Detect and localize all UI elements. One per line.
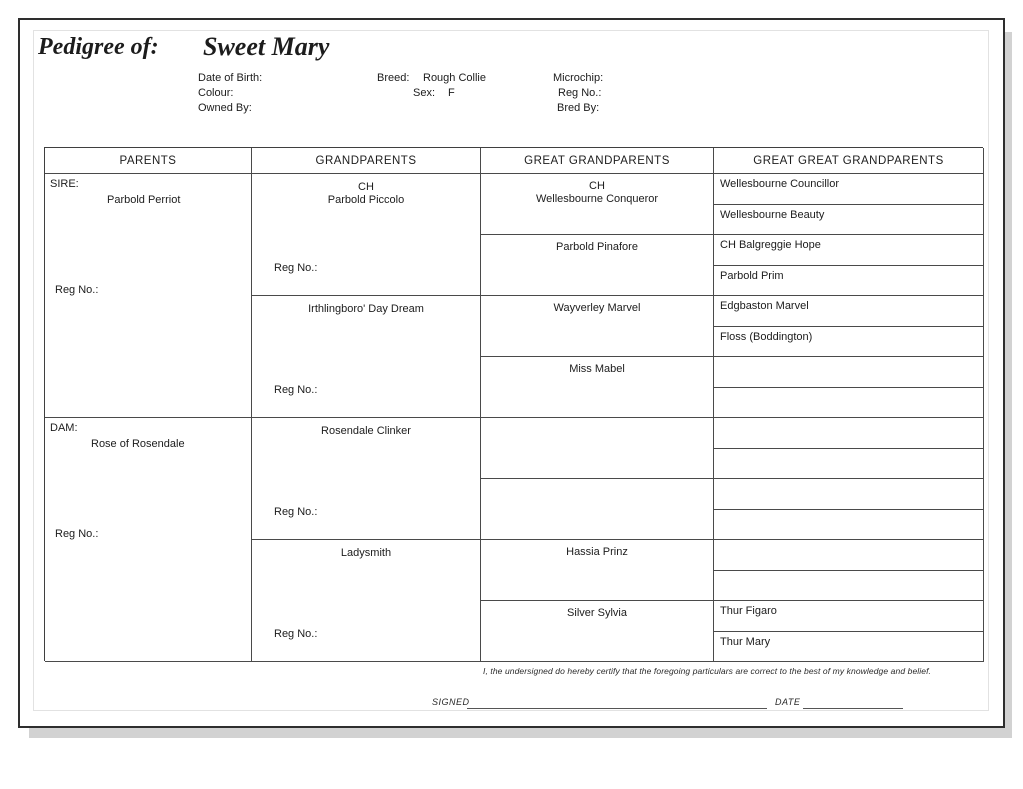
date-label: DATE: [775, 697, 801, 707]
grandparent-title: CH: [358, 181, 374, 193]
great-great-grandparent-cell: [714, 388, 984, 419]
bred-by-label: Bred By:: [557, 102, 600, 114]
grandparent-name: Irthlingboro' Day Dream: [308, 303, 424, 315]
grandparent-cell: [252, 418, 481, 540]
signed-label: SIGNED: [432, 697, 470, 707]
great-grandparent-name: Parbold Pinafore: [556, 241, 638, 253]
grandparent-cell: [252, 174, 481, 296]
great-great-grandparent-cell: [714, 449, 984, 480]
great-great-grandparent-cell: [714, 357, 984, 388]
grandparent-cell: [252, 296, 481, 418]
sire-name: Parbold Perriot: [107, 194, 181, 206]
sex-value: F: [448, 87, 455, 99]
great-great-grandparent-cell: Floss (Boddington): [714, 327, 984, 358]
great-grandparent-title: CH: [589, 180, 605, 192]
great-grandparent-cell: [481, 601, 714, 662]
great-great-grandparent-cell: Wellesbourne Beauty: [714, 205, 984, 236]
grandparent-reg-label: Reg No.:: [274, 628, 318, 640]
page-title-label: Pedigree of:: [38, 34, 159, 60]
header-grandparents: GRANDPARENTS: [252, 148, 481, 174]
header-great-great-grandparents: GREAT GREAT GRANDPARENTS: [714, 148, 984, 174]
page-title-value: Sweet Mary: [203, 32, 330, 61]
great-great-grandparent-cell: [714, 540, 984, 571]
breed-value: Rough Collie: [423, 72, 486, 84]
great-grandparent-cell: [481, 296, 714, 357]
grandparent-name: Parbold Piccolo: [327, 194, 405, 206]
grandparent-reg-label: Reg No.:: [274, 384, 318, 396]
great-grandparent-cell: [481, 235, 714, 296]
certification-text: I, the undersigned do hereby certify that the foregoing particulars are correct to the best of my knowledge and belief.: [482, 666, 931, 676]
reg-no-label: Reg No.:: [558, 87, 602, 99]
great-great-grandparent-cell: Parbold Prim: [714, 266, 984, 297]
sex-label: Sex:: [413, 87, 436, 99]
owned-by-label: Owned By:: [198, 102, 252, 114]
great-grandparent-cell: [481, 479, 714, 540]
grandparent-name: Rosendale Clinker: [321, 425, 411, 437]
great-great-grandparent-cell: Thur Mary: [714, 632, 984, 663]
sire-role-label: SIRE:: [50, 178, 79, 190]
great-grandparent-cell: [481, 540, 714, 601]
great-grandparent-name: Hassia Prinz: [566, 546, 628, 558]
great-great-grandparent-cell: Wellesbourne Councillor: [714, 174, 984, 205]
great-grandparent-cell: [481, 174, 714, 235]
great-great-grandparent-cell: [714, 510, 984, 541]
great-great-grandparent-cell: [714, 571, 984, 602]
header-parents: PARENTS: [45, 148, 252, 174]
breed-label: Breed:: [377, 72, 410, 84]
great-great-grandparent-cell: [714, 418, 984, 449]
grandparent-cell: [252, 540, 481, 662]
grandparent-name: Ladysmith: [340, 547, 392, 559]
pedigree-table: [44, 147, 983, 661]
sire-reg-label: Reg No.:: [55, 284, 99, 296]
header-great-grandparents: GREAT GRANDPARENTS: [481, 148, 714, 174]
great-great-grandparent-cell: Thur Figaro: [714, 601, 984, 632]
date-line: [803, 697, 903, 709]
signature-line: [467, 697, 767, 709]
dam-role-label: DAM:: [50, 422, 78, 434]
great-great-grandparent-cell: Edgbaston Marvel: [714, 296, 984, 327]
grandparent-reg-label: Reg No.:: [274, 262, 318, 274]
great-grandparent-name: Wayverley Marvel: [553, 302, 641, 314]
dam-name: Rose of Rosendale: [91, 438, 185, 450]
great-grandparent-name: Silver Sylvia: [567, 607, 627, 619]
pedigree-page: [18, 18, 1005, 728]
date-of-birth-label: Date of Birth:: [198, 72, 263, 84]
great-grandparent-cell: [481, 357, 714, 418]
sire-cell: [45, 174, 252, 418]
dam-cell: [45, 418, 252, 662]
grandparent-reg-label: Reg No.:: [274, 506, 318, 518]
great-grandparent-name: Miss Mabel: [569, 363, 625, 375]
microchip-label: Microchip:: [553, 72, 604, 84]
colour-label: Colour:: [198, 87, 234, 99]
great-grandparent-name: Wellesbourne Conqueror: [535, 193, 659, 205]
great-great-grandparent-cell: [714, 479, 984, 510]
dam-reg-label: Reg No.:: [55, 528, 99, 540]
great-grandparent-cell: [481, 418, 714, 479]
great-great-grandparent-cell: CH Balgreggie Hope: [714, 235, 984, 266]
